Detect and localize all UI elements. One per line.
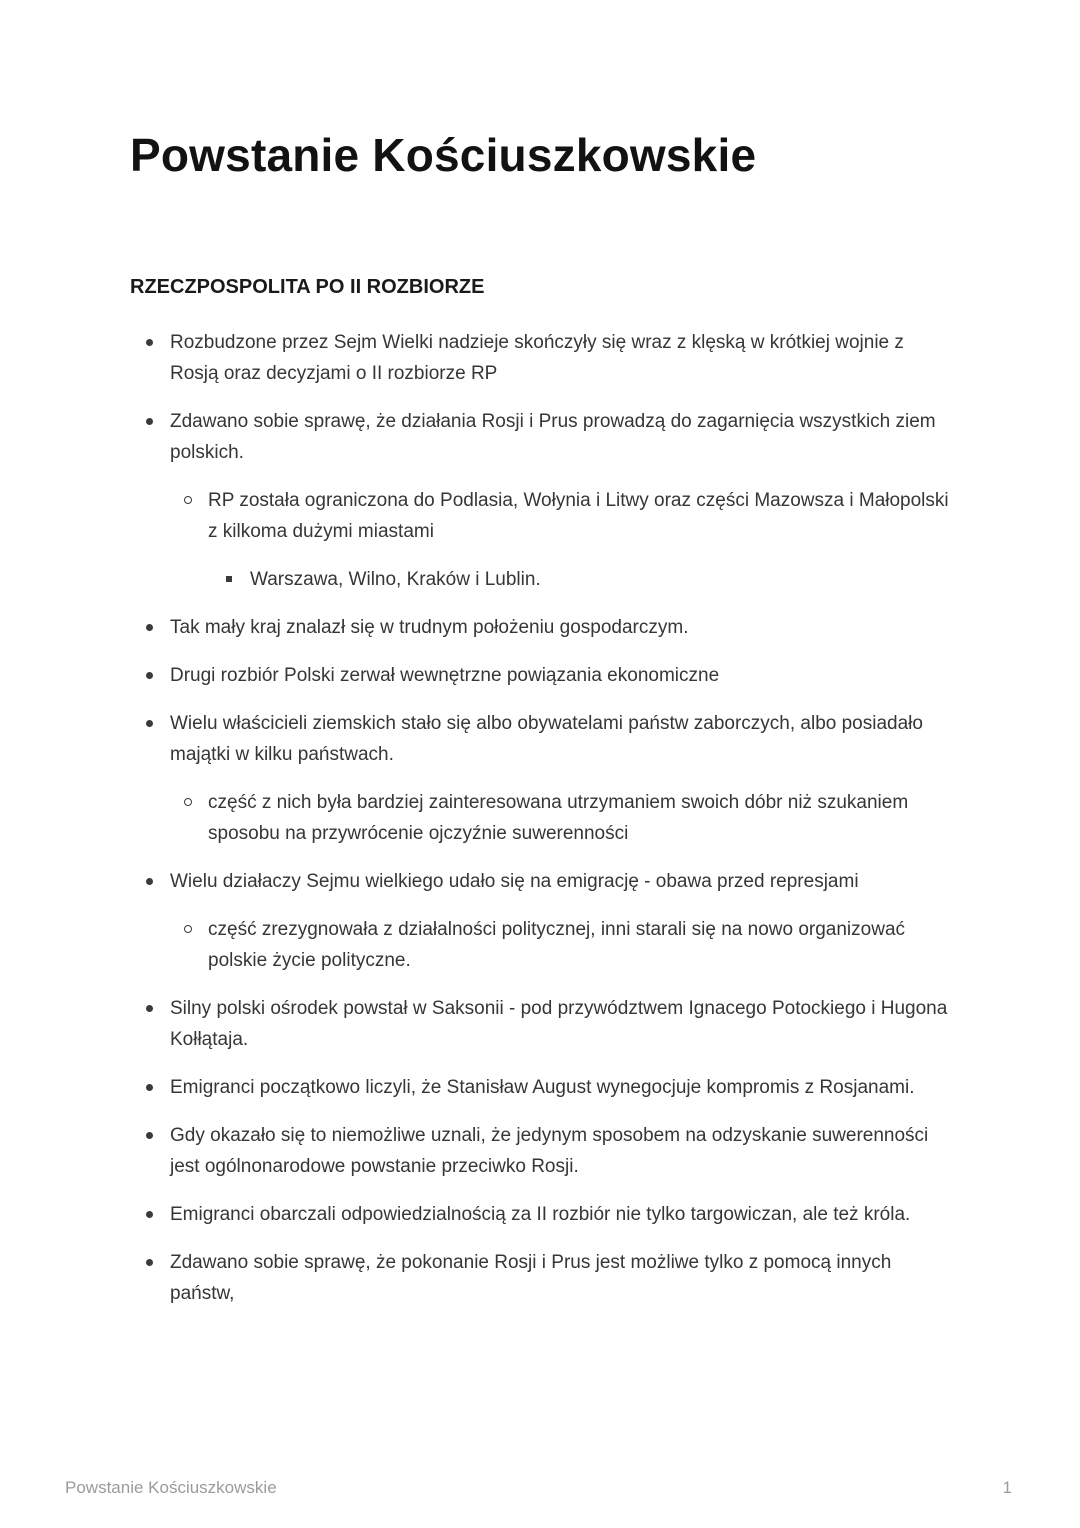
- bullet-icon: [146, 406, 154, 437]
- circle-bullet-icon: [184, 485, 192, 516]
- list-item-text: RP została ograniczona do Podlasia, Wołynia i Litwy oraz części Mazowsza i Małopolski z kilkoma dużymi miastami: [208, 490, 949, 542]
- list-item-text: Tak mały kraj znalazł się w trudnym położeniu gospodarczym.: [170, 617, 689, 638]
- circle-bullet-icon: [184, 787, 192, 818]
- list-item: [130, 708, 950, 770]
- list-item-text: część z nich była bardziej zainteresowana utrzymaniem swoich dóbr niż szukaniem sposobu na przywrócenie ojczyźnie suwerenności: [208, 792, 909, 844]
- list-item-text: Wielu właścicieli ziemskich stało się albo obywatelami państw zaborczych, albo posiadało majątki w kilku państwach.: [170, 713, 923, 765]
- list-item: [130, 406, 950, 468]
- section-heading: RZECZPOSPOLITA PO II ROZBIORZE: [130, 276, 485, 298]
- bullet-icon: [146, 993, 154, 1024]
- page-footer: [65, 1478, 1012, 1498]
- list-item: [130, 1247, 950, 1309]
- square-bullet-icon: [226, 564, 234, 595]
- list-item-text: Gdy okazało się to niemożliwe uznali, że jedynym sposobem na odzyskanie suwerenności jest ogólnonarodowe powstanie przeciwko Rosji.: [170, 1125, 929, 1177]
- list-item: [130, 914, 950, 976]
- list-item-text: Drugi rozbiór Polski zerwał wewnętrzne powiązania ekonomiczne: [170, 665, 720, 686]
- list-item: [130, 327, 950, 389]
- list-item: [130, 660, 950, 691]
- footer-title: Powstanie Kościuszkowskie: [65, 1478, 277, 1497]
- bullet-icon: [146, 708, 154, 739]
- list-item: [130, 564, 950, 595]
- list-item-text: Warszawa, Wilno, Kraków i Lublin.: [250, 569, 541, 590]
- list-item: [130, 1199, 950, 1230]
- list-item: [130, 866, 950, 897]
- bullet-icon: [146, 1247, 154, 1278]
- list-item-text: Emigranci początkowo liczyli, że Stanisław August wynegocjuje kompromis z Rosjanami.: [170, 1077, 915, 1098]
- bullet-icon: [146, 1199, 154, 1230]
- bullet-icon: [146, 1072, 154, 1103]
- page-title: Powstanie Kościuszkowskie: [130, 129, 757, 181]
- bullet-icon: [146, 327, 154, 358]
- list-item-text: Zdawano sobie sprawę, że pokonanie Rosji i Prus jest możliwe tylko z pomocą innych państw,: [170, 1252, 892, 1304]
- list-item-text: Wielu działaczy Sejmu wielkiego udało się na emigrację - obawa przed represjami: [170, 871, 859, 892]
- bullet-icon: [146, 1120, 154, 1151]
- circle-bullet-icon: [184, 914, 192, 945]
- list-item-text: Silny polski ośrodek powstał w Saksonii - pod przywództwem Ignacego Potockiego i Hugona Kołłątaja.: [170, 998, 948, 1050]
- list-item-text: Rozbudzone przez Sejm Wielki nadzieje skończyły się wraz z klęską w krótkiej wojnie z Rosją oraz decyzjami o II rozbiorze RP: [170, 332, 904, 384]
- bullet-icon: [146, 612, 154, 643]
- list-item: [130, 787, 950, 849]
- list-item-text: część zrezygnowała z działalności politycznej, inni starali się na nowo organizować polskie życie polityczne.: [208, 919, 906, 971]
- list-item-text: Emigranci obarczali odpowiedzialnością za II rozbiór nie tylko targowiczan, ale też króla.: [170, 1204, 911, 1225]
- list-item: [130, 485, 950, 547]
- page-number: 1: [1002, 1478, 1012, 1497]
- bullet-list: [130, 327, 950, 1309]
- list-item: [130, 612, 950, 643]
- list-item: [130, 1120, 950, 1182]
- list-item-text: Zdawano sobie sprawę, że działania Rosji i Prus prowadzą do zagarnięcia wszystkich ziem polskich.: [170, 411, 936, 463]
- list-item: [130, 993, 950, 1055]
- bullet-icon: [146, 866, 154, 897]
- list-item: [130, 1072, 950, 1103]
- bullet-icon: [146, 660, 154, 691]
